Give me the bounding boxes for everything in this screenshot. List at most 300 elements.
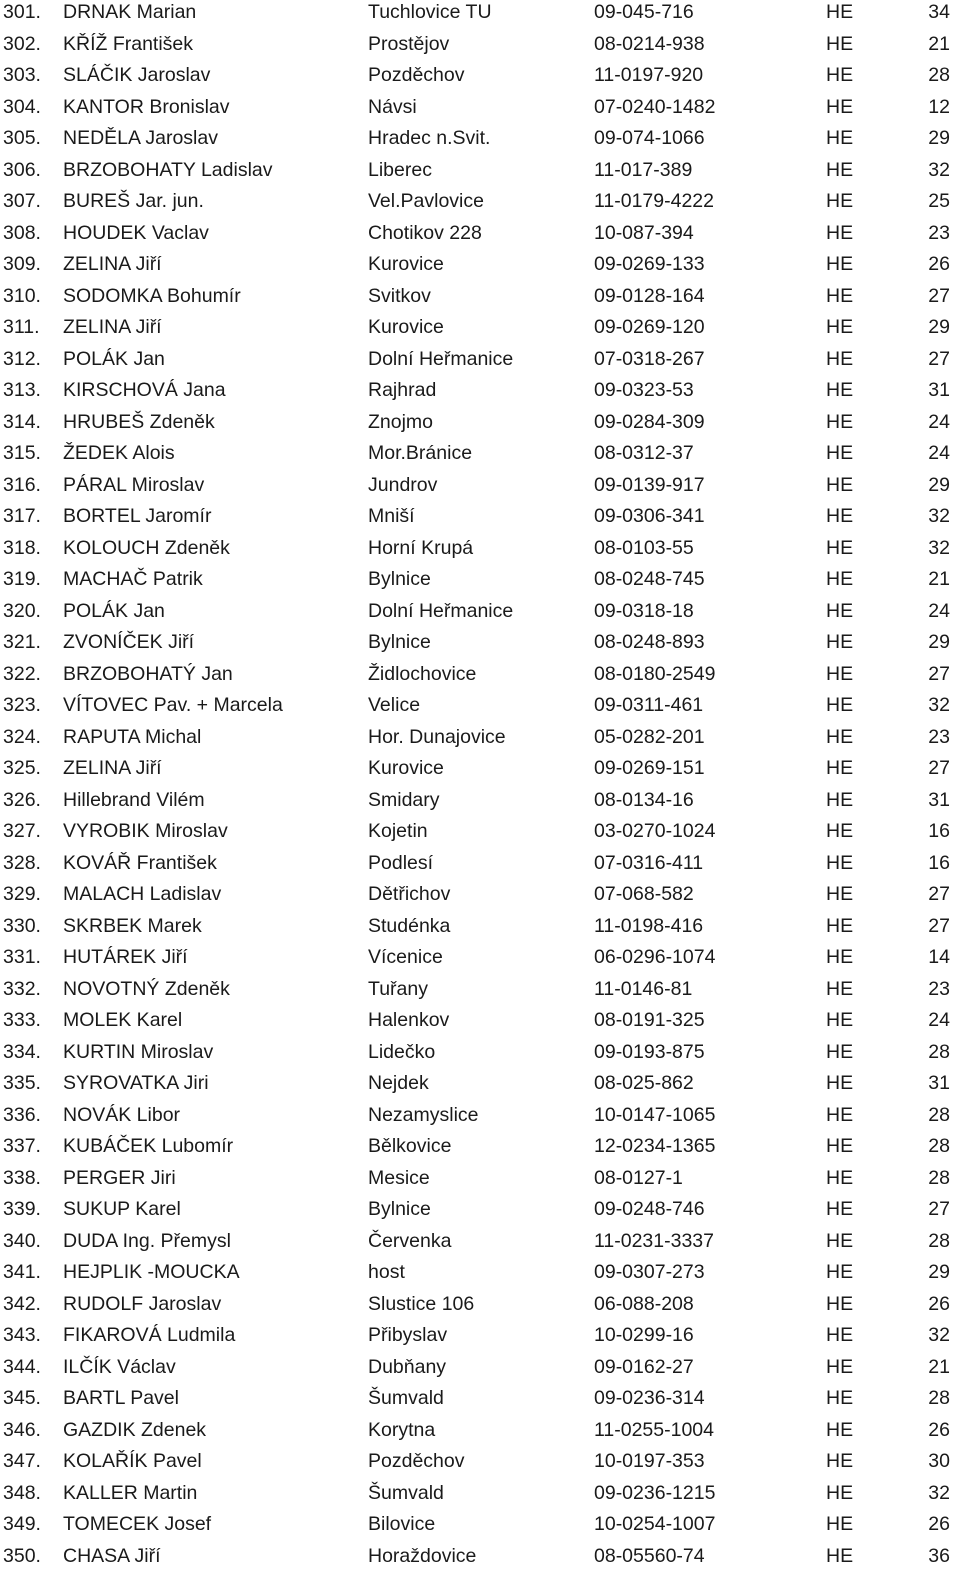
points-cell: 31 [928, 1072, 950, 1094]
category-cell: HE [826, 190, 854, 212]
place-cell: Rajhrad [368, 379, 437, 401]
category-cell: HE [826, 914, 854, 937]
category-cell: HE [826, 1166, 854, 1189]
rank-cell: 304. [3, 95, 41, 118]
table-row [0, 281, 960, 312]
name-cell: ILČÍK Václav [63, 1355, 176, 1378]
category-cell: HE [826, 1040, 854, 1063]
points-cell: 36 [928, 1544, 950, 1567]
rank-cell: 303. [3, 64, 41, 86]
points-cell: 32 [928, 1324, 950, 1346]
category-cell: HE [826, 284, 854, 307]
ring-number-cell: 12-0234-1365 [594, 1135, 716, 1157]
table-row [0, 1383, 960, 1414]
name-cell: KIRSCHOVÁ Jana [63, 379, 226, 401]
category-cell: HE [826, 725, 854, 748]
table-row [0, 155, 960, 186]
name-cell: POLÁK Jan [63, 347, 165, 370]
rank-cell: 325. [3, 757, 41, 779]
table-row [0, 375, 960, 406]
name-cell: MALACH Ladislav [63, 883, 222, 905]
table-row [0, 1541, 960, 1572]
name-cell: KUBÁČEK Lubomír [63, 1135, 234, 1157]
category-cell: HE [826, 64, 854, 86]
table-row [0, 407, 960, 438]
table-row [0, 1163, 960, 1194]
name-cell: FIKAROVÁ Ludmila [63, 1324, 236, 1346]
rank-cell: 330. [3, 914, 41, 937]
place-cell: Pozděchov [368, 1450, 465, 1472]
points-cell: 21 [928, 32, 950, 55]
ring-number-cell: 09-0269-151 [594, 757, 705, 779]
category-cell: HE [826, 158, 854, 181]
table-row [0, 596, 960, 627]
name-cell: KALLER Martin [63, 1481, 198, 1504]
name-cell: VÍTOVEC Pav. + Marcela [63, 694, 283, 716]
rank-cell: 349. [3, 1513, 41, 1535]
place-cell: Návsi [368, 95, 417, 118]
table-row [0, 1037, 960, 1068]
rank-cell: 305. [3, 127, 41, 149]
category-cell: HE [826, 1450, 854, 1472]
ring-number-cell: 06-088-208 [594, 1292, 694, 1315]
rank-cell: 327. [3, 820, 41, 842]
points-cell: 26 [928, 1292, 950, 1315]
table-row [0, 123, 960, 154]
ring-number-cell: 08-0248-893 [594, 631, 705, 653]
name-cell: RAPUTA Michal [63, 725, 202, 748]
rank-cell: 341. [3, 1261, 41, 1283]
table-row [0, 1068, 960, 1099]
table-row [0, 1320, 960, 1351]
rank-cell: 339. [3, 1198, 41, 1220]
place-cell: Bylnice [368, 568, 431, 590]
points-cell: 29 [928, 316, 950, 338]
points-cell: 27 [928, 284, 950, 307]
place-cell: Kurovice [368, 316, 444, 338]
ring-number-cell: 10-0147-1065 [594, 1103, 716, 1126]
category-cell: HE [826, 442, 854, 464]
place-cell: Horní Krupá [368, 536, 474, 559]
points-cell: 31 [928, 379, 950, 401]
rank-cell: 314. [3, 410, 41, 433]
category-cell: HE [826, 1481, 854, 1504]
category-cell: HE [826, 599, 854, 622]
rank-cell: 333. [3, 1009, 41, 1031]
category-cell: HE [826, 1198, 854, 1220]
place-cell: host [368, 1261, 405, 1283]
place-cell: Liberec [368, 158, 432, 181]
place-cell: Židlochovice [368, 662, 477, 685]
table-row [0, 659, 960, 690]
category-cell: HE [826, 568, 854, 590]
table-row [0, 1352, 960, 1383]
points-cell: 12 [928, 95, 950, 118]
place-cell: Smidary [368, 788, 440, 811]
points-cell: 28 [928, 1135, 950, 1157]
table-row [0, 60, 960, 91]
name-cell: BORTEL Jaromír [63, 505, 212, 527]
name-cell: KOVÁŘ František [63, 851, 217, 874]
place-cell: Svitkov [368, 284, 431, 307]
table-row [0, 501, 960, 532]
ring-number-cell: 11-0197-920 [594, 64, 704, 86]
ring-number-cell: 08-0214-938 [594, 32, 705, 55]
place-cell: Nezamyslice [368, 1103, 479, 1126]
name-cell: KURTIN Miroslav [63, 1040, 214, 1063]
place-cell: Lidečko [368, 1040, 436, 1063]
category-cell: HE [826, 536, 854, 559]
place-cell: Horaždovice [368, 1544, 477, 1567]
place-cell: Znojmo [368, 410, 434, 433]
points-cell: 16 [928, 820, 950, 842]
points-cell: 24 [928, 599, 950, 622]
ring-number-cell: 11-0231-3337 [594, 1229, 714, 1252]
table-row [0, 1131, 960, 1162]
ring-number-cell: 11-0255-1004 [594, 1418, 714, 1441]
rank-cell: 321. [3, 631, 41, 653]
category-cell: HE [826, 820, 854, 842]
place-cell: Nejdek [368, 1072, 429, 1094]
name-cell: ZELINA Jiří [63, 316, 162, 338]
table-row [0, 1194, 960, 1225]
category-cell: HE [826, 694, 854, 716]
ring-number-cell: 08-0191-325 [594, 1009, 705, 1031]
name-cell: BUREŠ Jar. jun. [63, 190, 204, 212]
category-cell: HE [826, 788, 854, 811]
category-cell: HE [826, 977, 854, 1000]
name-cell: DRNAK Marian [63, 1, 197, 23]
place-cell: Hradec n.Svit. [368, 127, 491, 149]
name-cell: SYROVATKA Jiri [63, 1072, 209, 1094]
ring-number-cell: 08-0180-2549 [594, 662, 716, 685]
table-row [0, 942, 960, 973]
rank-cell: 336. [3, 1103, 41, 1126]
category-cell: HE [826, 757, 854, 779]
ring-number-cell: 07-068-582 [594, 883, 694, 905]
points-cell: 24 [928, 442, 950, 464]
name-cell: HRUBEŠ Zdeněk [63, 410, 215, 433]
place-cell: Bělkovice [368, 1135, 452, 1157]
table-row [0, 627, 960, 658]
rank-cell: 323. [3, 694, 41, 716]
name-cell: BRZOBOHATÝ Jan [63, 662, 233, 685]
table-row [0, 848, 960, 879]
category-cell: HE [826, 1544, 854, 1567]
name-cell: ZELINA Jiří [63, 253, 162, 275]
name-cell: PÁRAL Miroslav [63, 473, 205, 496]
rank-cell: 326. [3, 788, 41, 811]
points-cell: 28 [928, 64, 950, 86]
table-row [0, 29, 960, 60]
name-cell: NOVOTNÝ Zdeněk [63, 977, 230, 1000]
table-row [0, 690, 960, 721]
ring-number-cell: 09-0269-133 [594, 253, 705, 275]
name-cell: TOMECEK Josef [63, 1513, 212, 1535]
place-cell: Tuřany [368, 977, 428, 1000]
category-cell: HE [826, 631, 854, 653]
ring-number-cell: 09-0236-1215 [594, 1481, 716, 1504]
category-cell: HE [826, 410, 854, 433]
rank-cell: 338. [3, 1166, 41, 1189]
points-cell: 28 [928, 1103, 950, 1126]
ring-number-cell: 07-0318-267 [594, 347, 705, 370]
place-cell: Tuchlovice TU [368, 1, 492, 23]
ring-number-cell: 06-0296-1074 [594, 946, 716, 968]
points-cell: 21 [928, 1355, 950, 1378]
category-cell: HE [826, 347, 854, 370]
category-cell: HE [826, 1513, 854, 1535]
category-cell: HE [826, 1261, 854, 1283]
name-cell: ŽEDEK Alois [63, 442, 175, 464]
category-cell: HE [826, 946, 854, 968]
ring-number-cell: 08-0312-37 [594, 442, 694, 464]
place-cell: Přibyslav [368, 1324, 448, 1346]
place-cell: Mor.Bránice [368, 442, 473, 464]
place-cell: Kojetin [368, 820, 428, 842]
points-cell: 21 [928, 568, 950, 590]
name-cell: PERGER Jiri [63, 1166, 176, 1189]
points-cell: 23 [928, 725, 950, 748]
rank-cell: 332. [3, 977, 41, 1000]
name-cell: KANTOR Bronislav [63, 95, 230, 118]
name-cell: HOUDEK Vaclav [63, 221, 209, 244]
name-cell: VYROBIK Miroslav [63, 820, 228, 842]
place-cell: Mesice [368, 1166, 430, 1189]
category-cell: HE [826, 1355, 854, 1378]
ring-number-cell: 11-0146-81 [594, 977, 693, 1000]
rank-cell: 315. [3, 442, 41, 464]
points-cell: 30 [928, 1450, 950, 1472]
name-cell: POLÁK Jan [63, 599, 165, 622]
name-cell: SLÁČIK Jaroslav [63, 64, 211, 86]
ring-number-cell: 09-0318-18 [594, 599, 694, 622]
points-cell: 24 [928, 1009, 950, 1031]
rank-cell: 301. [3, 1, 41, 23]
rank-cell: 308. [3, 221, 41, 244]
ring-number-cell: 11-0179-4222 [594, 190, 714, 212]
table-row [0, 1478, 960, 1509]
points-cell: 29 [928, 473, 950, 496]
points-cell: 31 [928, 788, 950, 811]
name-cell: RUDOLF Jaroslav [63, 1292, 222, 1315]
table-row [0, 92, 960, 123]
ring-number-cell: 08-05560-74 [594, 1544, 705, 1567]
category-cell: HE [826, 1072, 854, 1094]
rank-cell: 307. [3, 190, 41, 212]
place-cell: Dětřichov [368, 883, 451, 905]
table-row [0, 816, 960, 847]
rank-cell: 348. [3, 1481, 41, 1504]
place-cell: Červenka [368, 1229, 452, 1252]
rank-cell: 331. [3, 946, 41, 968]
rank-cell: 329. [3, 883, 41, 905]
name-cell: BRZOBOHATY Ladislav [63, 158, 273, 181]
place-cell: Šumvald [368, 1387, 444, 1409]
name-cell: NOVÁK Libor [63, 1103, 181, 1126]
ring-number-cell: 09-045-716 [594, 1, 694, 23]
points-cell: 27 [928, 347, 950, 370]
place-cell: Podlesí [368, 851, 434, 874]
place-cell: Mniší [368, 505, 415, 527]
place-cell: Šumvald [368, 1481, 444, 1504]
rank-cell: 310. [3, 284, 41, 307]
category-cell: HE [826, 127, 854, 149]
ring-number-cell: 10-087-394 [594, 221, 694, 244]
category-cell: HE [826, 316, 854, 338]
rank-cell: 346. [3, 1418, 41, 1441]
points-cell: 28 [928, 1040, 950, 1063]
rank-cell: 345. [3, 1387, 41, 1409]
table-row [0, 249, 960, 280]
ring-number-cell: 09-0128-164 [594, 284, 705, 307]
points-cell: 23 [928, 221, 950, 244]
points-cell: 24 [928, 410, 950, 433]
ring-number-cell: 08-0134-16 [594, 788, 694, 811]
place-cell: Hor. Dunajovice [368, 725, 506, 748]
rank-cell: 343. [3, 1324, 41, 1346]
category-cell: HE [826, 1324, 854, 1346]
rank-cell: 320. [3, 599, 41, 622]
points-cell: 34 [928, 1, 950, 23]
place-cell: Kurovice [368, 757, 444, 779]
table-row [0, 1005, 960, 1036]
ring-number-cell: 09-0248-746 [594, 1198, 705, 1220]
table-row [0, 312, 960, 343]
category-cell: HE [826, 505, 854, 527]
name-cell: KŘÍŽ František [63, 32, 194, 55]
category-cell: HE [826, 1103, 854, 1126]
place-cell: Jundrov [368, 473, 438, 496]
table-row [0, 344, 960, 375]
rank-cell: 306. [3, 158, 41, 181]
table-row [0, 753, 960, 784]
points-cell: 32 [928, 505, 950, 527]
table-row [0, 564, 960, 595]
rank-cell: 340. [3, 1229, 41, 1252]
category-cell: HE [826, 1009, 854, 1031]
place-cell: Korytna [368, 1418, 436, 1441]
category-cell: HE [826, 883, 854, 905]
ring-number-cell: 05-0282-201 [594, 725, 705, 748]
category-cell: HE [826, 1418, 854, 1441]
points-cell: 16 [928, 851, 950, 874]
place-cell: Halenkov [368, 1009, 450, 1031]
place-cell: Vel.Pavlovice [368, 190, 484, 212]
name-cell: MOLEK Karel [63, 1009, 183, 1031]
place-cell: Studénka [368, 914, 451, 937]
rank-cell: 316. [3, 473, 41, 496]
table-row [0, 785, 960, 816]
rank-cell: 318. [3, 536, 41, 559]
ring-number-cell: 09-0311-461 [594, 694, 704, 716]
name-cell: ZELINA Jiří [63, 757, 162, 779]
ring-number-cell: 08-025-862 [594, 1072, 694, 1094]
name-cell: SKRBEK Marek [63, 914, 202, 937]
place-cell: Pozděchov [368, 64, 465, 86]
category-cell: HE [826, 1, 854, 23]
rank-cell: 312. [3, 347, 41, 370]
points-cell: 28 [928, 1387, 950, 1409]
table-row [0, 218, 960, 249]
place-cell: Prostějov [368, 32, 450, 55]
ring-number-cell: 10-0197-353 [594, 1450, 705, 1472]
rank-cell: 344. [3, 1355, 41, 1378]
category-cell: HE [826, 1135, 854, 1157]
name-cell: HUTÁREK Jiří [63, 946, 188, 968]
place-cell: Dubňany [368, 1355, 447, 1378]
name-cell: NEDĚLA Jaroslav [63, 127, 218, 149]
place-cell: Kurovice [368, 253, 444, 275]
ring-number-cell: 09-0269-120 [594, 316, 705, 338]
category-cell: HE [826, 379, 854, 401]
category-cell: HE [826, 221, 854, 244]
place-cell: Bylnice [368, 1198, 431, 1220]
table-row [0, 1226, 960, 1257]
points-cell: 27 [928, 883, 950, 905]
ring-number-cell: 11-0198-416 [594, 914, 704, 937]
rank-cell: 350. [3, 1544, 41, 1567]
category-cell: HE [826, 1292, 854, 1315]
points-cell: 23 [928, 977, 950, 1000]
ring-number-cell: 09-0236-314 [594, 1387, 705, 1409]
table-row [0, 0, 960, 28]
points-cell: 27 [928, 757, 950, 779]
name-cell: MACHAČ Patrik [63, 568, 203, 590]
points-cell: 26 [928, 1513, 950, 1535]
category-cell: HE [826, 253, 854, 275]
name-cell: GAZDIK Zdenek [63, 1418, 207, 1441]
table-row [0, 722, 960, 753]
ring-number-cell: 07-0240-1482 [594, 95, 716, 118]
rank-cell: 335. [3, 1072, 41, 1094]
ring-number-cell: 10-0299-16 [594, 1324, 694, 1346]
rank-cell: 317. [3, 505, 41, 527]
ring-number-cell: 09-0162-27 [594, 1355, 694, 1378]
points-cell: 27 [928, 1198, 950, 1220]
category-cell: HE [826, 662, 854, 685]
table-row [0, 1100, 960, 1131]
name-cell: Hillebrand Vilém [63, 788, 205, 811]
name-cell: HEJPLIK -MOUCKA [63, 1261, 240, 1283]
ring-number-cell: 09-0307-273 [594, 1261, 705, 1283]
points-cell: 32 [928, 158, 950, 181]
table-row [0, 974, 960, 1005]
points-cell: 28 [928, 1229, 950, 1252]
name-cell: CHASA Jiří [63, 1544, 161, 1567]
points-cell: 29 [928, 127, 950, 149]
table-row [0, 1257, 960, 1288]
name-cell: KOLOUCH Zdeněk [63, 536, 230, 559]
table-row [0, 1289, 960, 1320]
ring-number-cell: 09-074-1066 [594, 127, 705, 149]
points-cell: 26 [928, 1418, 950, 1441]
place-cell: Chotikov 228 [368, 221, 482, 244]
table-row [0, 533, 960, 564]
category-cell: HE [826, 1229, 854, 1252]
place-cell: Velice [368, 694, 421, 716]
points-cell: 32 [928, 1481, 950, 1504]
category-cell: HE [826, 851, 854, 874]
points-cell: 32 [928, 536, 950, 559]
rank-cell: 337. [3, 1135, 41, 1157]
ring-number-cell: 07-0316-411 [594, 851, 704, 874]
table-row [0, 1415, 960, 1446]
points-cell: 28 [928, 1166, 950, 1189]
rank-cell: 324. [3, 725, 41, 748]
name-cell: ZVONÍČEK Jiří [63, 631, 195, 653]
rank-cell: 334. [3, 1040, 41, 1063]
